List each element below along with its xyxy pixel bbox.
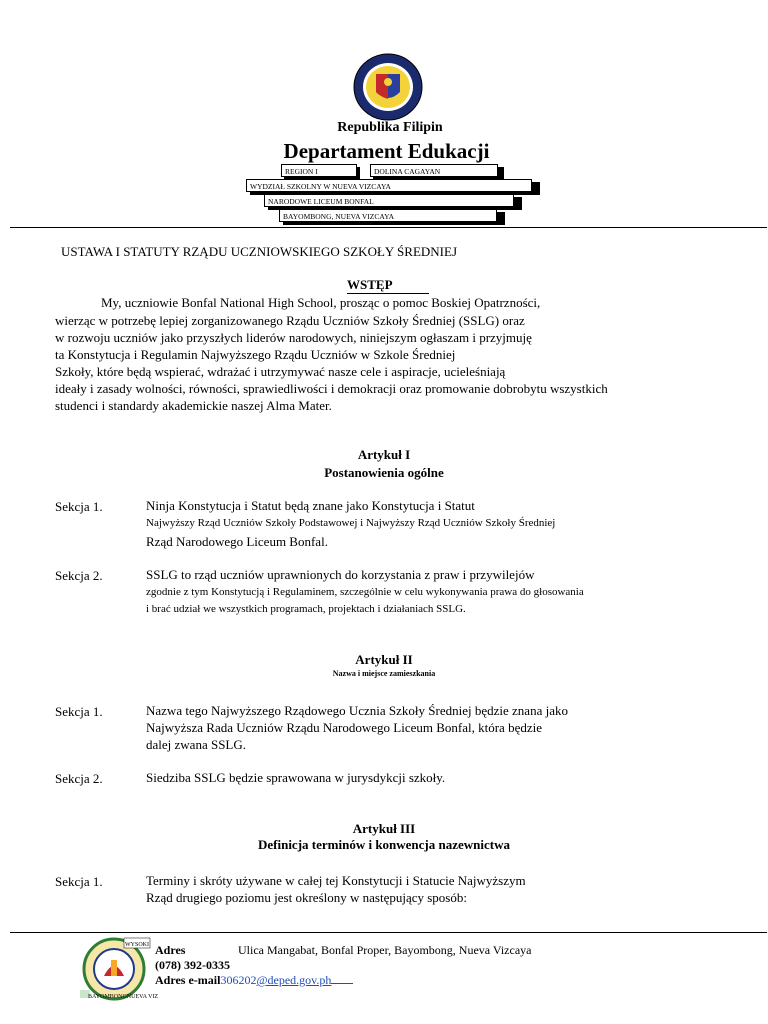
logo-caption: BAYOMBONGNUEVA VIZ	[88, 994, 159, 1000]
address-box: BAYOMBONG, NUEVA VIZCAYA	[279, 209, 497, 222]
preamble-line: wierząc w potrzebę lepiej zorganizowanego Rządu Uczniów Szkoły Średniej (SSLG) oraz	[55, 313, 525, 328]
school-box: NARODOWE LICEUM BONFAL	[264, 194, 514, 207]
section-text: i brać udział we wszystkich programach, projektach i działaniach SSLG.	[146, 603, 466, 615]
section-text: Ninja Konstytucja i Statut będą znane jako Konstytucja i Statut	[146, 498, 475, 513]
section-text: Nazwa tego Najwyższego Rządowego Ucznia Szkoły Średniej będzie znana jako	[146, 703, 568, 718]
phone-number: (078) 392-0335	[155, 958, 230, 972]
section-text: Terminy i skróty używane w całej tej Konstytucji i Statucie Najwyższym	[146, 873, 526, 888]
section-text: Najwyższa Rada Uczniów Rządu Narodowego Liceum Bonfal, która będzie	[146, 720, 542, 735]
department-heading: Departament Edukacji	[283, 139, 490, 163]
address-label: Adres	[155, 943, 186, 957]
email-row	[155, 973, 353, 988]
email-underline	[331, 983, 353, 984]
preamble-line: Szkoły, które będą wspierać, wdrażać i utrzymywać nasze cele i aspiracje, ucieleśniają	[55, 364, 506, 379]
section-label: Sekcja 1.	[55, 499, 103, 514]
deped-seal-logo	[352, 52, 424, 122]
article-1-subheading: Postanowienia ogólne	[324, 465, 444, 480]
preamble-line: w rozwoju uczniów jako przyszłych liderów narodowych, niniejszym ogłaszam i przyjmuję	[55, 330, 532, 345]
section-text: Najwyższy Rząd Uczniów Szkoły Podstawowej i Najwyższy Rząd Uczniów Szkoły Średniej	[146, 517, 556, 529]
email-label: Adres e-mail	[155, 973, 221, 987]
email-link[interactable]: @deped.gov.ph	[256, 973, 332, 987]
article-3-subheading: Definicja terminów i konwencja nazewnictwa	[257, 837, 510, 852]
preamble-line: ideały i zasady wolności, równości, sprawiedliwości i demokracji oraz promowanie dobrobytu wszystkich	[55, 381, 608, 396]
section-text: SSLG to rząd uczniów uprawnionych do korzystania z praw i przywilejów	[146, 567, 535, 582]
preamble-line: studenci i standardy akademickie naszej Alma Mater.	[55, 398, 332, 413]
address-value: Ulica Mangabat, Bonfal Proper, Bayombong, Nueva Vizcaya	[238, 943, 532, 957]
preamble-line: ta Konstytucja i Regulamin Najwyższego Rządu Uczniów w Szkole Średniej	[55, 347, 456, 362]
article-2-heading: Artykuł II	[355, 652, 413, 667]
article-1-heading: Artykuł I	[357, 447, 411, 462]
document-title: USTAWA I STATUTY RZĄDU UCZNIOWSKIEGO SZKOŁY ŚREDNIEJ	[61, 244, 458, 259]
section-text: Siedziba SSLG będzie sprawowana w jurysdykcji szkoły.	[146, 770, 446, 785]
region-box: REGION I	[281, 164, 357, 177]
section-label: Sekcja 1.	[55, 704, 103, 719]
article-2-subheading: Nazwa i miejsce zamieszkania	[332, 669, 436, 678]
footer-divider	[10, 932, 767, 933]
article-3-heading: Artykuł III	[352, 821, 416, 836]
division-box: WYDZIAŁ SZKOLNY W NUEVA VIZCAYA	[246, 179, 532, 192]
republic-heading: Republika Filipin	[337, 120, 443, 135]
section-text: dalej zwana SSLG.	[146, 737, 247, 752]
section-text: Rząd Narodowego Liceum Bonfal.	[146, 534, 328, 549]
section-label: Sekcja 2.	[55, 568, 103, 583]
preamble-heading: WSTĘP	[347, 277, 429, 294]
preamble-line: My, uczniowie Bonfal National High School, prosząc o pomoc Boskiej Opatrzności,	[101, 295, 541, 310]
section-text: zgodnie z tym Konstytucją i Regulaminem, szczególnie w celu wykonywania prawa do głosowania	[146, 586, 584, 598]
header-divider	[10, 227, 767, 228]
email-prefix: 306202	[220, 973, 257, 987]
section-label: Sekcja 1.	[55, 874, 103, 889]
valley-box: DOLINA CAGAYAN	[370, 164, 498, 177]
section-text: Rząd drugiego poziomu jest określony w następujący sposób:	[146, 890, 467, 905]
section-label: Sekcja 2.	[55, 771, 103, 786]
svg-text:WYSOKI: WYSOKI	[125, 942, 149, 948]
